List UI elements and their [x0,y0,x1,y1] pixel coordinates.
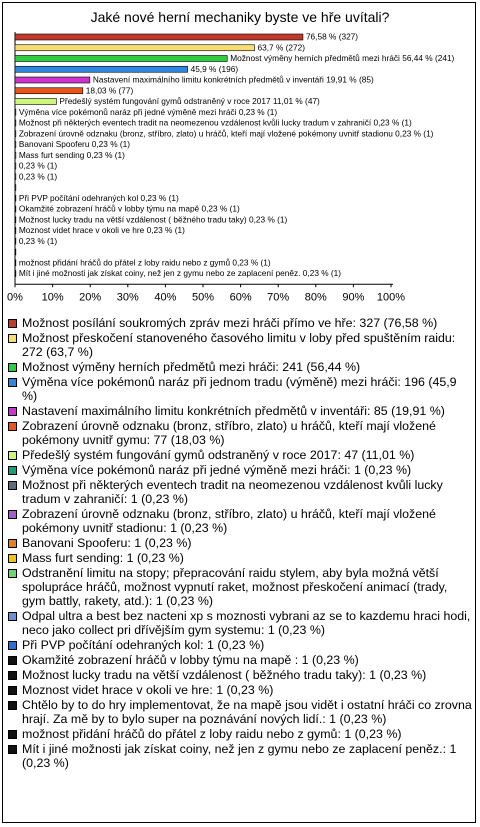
bar [15,217,16,223]
bar-data-label: Zobrazení úrovně odznaku (bronz, stříbro, zlato) u hráčů, kteří mají vložené pokémony uvnitř stadionu 0,23 % (1) [18,128,434,139]
bar-data-label: 76,58 % (327) [305,31,359,42]
legend-label: Možnost výměny herních předmětů mezi hráči: 241 (56,44 %) [22,360,361,374]
legend-item [8,316,474,330]
legend-label: Možnost posílání soukromých zpráv mezi hráči přímo ve hře: 327 (76,58 %) [22,316,438,330]
legend-item [8,463,474,477]
x-tick-label: 100% [376,291,406,304]
bar-data-label: Předešlý systém fungování gymů odstraněný v roce 2017 11,01 % (47) [59,96,320,106]
x-tick-label: 80% [304,291,327,304]
legend-label: Banovani Spooferu: 1 (0,23 %) [22,536,192,550]
x-tick-label: 50% [191,291,215,304]
legend-label: Možnost lucky tradu na větší vzdálenost ( běžného tradu taky): 1 (0,23 %) [22,668,427,682]
legend-swatch [8,554,17,563]
bar-plot [0,0,480,312]
bar-data-label: 45,9 % (196) [190,63,239,74]
legend-item [8,478,474,506]
legend-swatch [8,378,17,387]
chart-title: Jaké nové herní mechaniky byste ve hře uvítali? [90,9,390,25]
legend-swatch [8,671,17,680]
bar-data-label: 0,23 % (1) [18,160,58,171]
bar [15,120,16,126]
legend-label: možnost přidání hráčů do přátel z loby raidu nebo z gymů: 1 (0,23 %) [22,727,402,741]
bar [15,66,188,72]
legend-swatch [8,334,17,343]
legend-item [8,419,474,447]
legend-swatch [8,466,17,475]
legend [8,316,474,771]
legend-item [8,331,474,359]
legend-label: Možnost při některých eventech tradit na neomezenou vzdálenost kvůli lucky tradum v zahraničí: 1 (0,23 %) [22,478,443,506]
bar [15,206,16,212]
legend-swatch [8,539,17,548]
legend-label: Možnost přeskočení stanoveného časového limitu v loby před spuštěním raidu: 272 (63,7 %) [22,331,456,359]
legend-swatch [8,407,17,416]
bar [15,260,16,266]
bar [15,185,16,191]
legend-item [8,375,474,403]
bar [15,77,90,83]
bar-data-label: Možnost lucky tradu na větší vzdálenost ( běžného tradu taky) 0,23 % (1) [18,214,288,225]
x-tick-label: 0% [7,291,23,304]
legend-item [8,653,474,667]
legend-item [8,683,474,697]
bar-data-label: 63,7 % (272) [257,42,306,53]
bar [15,195,16,201]
legend-label: Při PVP počítání odehraných kol: 1 (0,23 %) [22,638,265,652]
legend-label: Mass furt sending: 1 (0,23 %) [22,551,184,565]
x-tick-label: 70% [267,291,290,304]
legend-swatch [8,730,17,739]
legend-item [8,742,474,770]
legend-label: Okamžité zobrazení hráčů v lobby týmu na mapě : 1 (0,23 %) [22,653,359,667]
bar-data-label: Okamžité zobrazení hráčů v lobby týmu na mapě 0,23 % (1) [18,203,240,214]
legend-label: Nastavení maximálního limitu konkrétních předmětů v inventáři: 85 (19,91 %) [22,404,445,418]
legend-label: Předešlý systém fungování gymů odstraněný v roce 2017: 47 (11,01 %) [22,448,415,462]
bar [15,45,255,51]
bar-data-label: Banovani Spooferu 0,23 % (1) [18,139,131,149]
bar-data-label: Při PVP počítání odehraných kol 0,23 % (1) [18,192,179,203]
legend-label: Výměna více pokémonů naráz při jednom tradu (výměně) mezi hráči: 196 (45,9 %) [22,375,457,403]
x-tick-label: 10% [41,291,64,304]
legend-label: Odpal ultra a best bez nacteni xp s moznosti vybrani az se to kazdemu hraci hodi, neco jako collect pri dřívějším gym systemu: 1 (0,23 %) [22,609,471,637]
legend-swatch [8,701,17,710]
x-tick-label: 20% [79,291,102,304]
bar-data-label: 0,23 % (1) [18,235,58,246]
bar-data-label: Možnost výměny herních předmětů mezi hráči 56,44 % (241) [230,53,455,63]
bar [15,56,227,62]
bar [15,99,56,105]
bar-data-label: 0,23 % (1) [18,171,58,182]
legend-label: Mít i jiné možnosti jak získat coiny, než jen z gymu nebo ze zaplacení peněz.: 1 (0,23 %) [22,742,457,770]
legend-item [8,638,474,652]
legend-swatch [8,510,17,519]
legend-item [8,609,474,637]
bar [15,228,16,234]
bar-data-label: Moznost videt hrace v okoli ve hre 0,23 % (1) [18,225,185,235]
legend-item [8,727,474,741]
bar-data-label: Mít i jiné možnosti jak získat coiny, než jen z gymu nebo ze zaplacení peněz. 0,23 % (1) [18,268,342,278]
legend-swatch [8,422,17,431]
legend-label: Zobrazení úrovně odznaku (bronz, stříbro, zlato) u hráčů, kteří mají vložené pokémony uvnitř stadionu: 1 (0,23 %) [22,507,436,535]
legend-swatch [8,363,17,372]
bar-data-label: Možnost při některých eventech tradit na neomezenou vzdálenost kvůli lucky tradum v zahraničí 0,23 % (1) [18,117,412,128]
legend-swatch [8,686,17,695]
bar [15,174,16,180]
bar-data-label: Nastavení maximálního limitu konkrétních předmětů v inventáři 19,91 % (85) [92,74,374,85]
bar-data-label: 18,03 % (77) [85,85,134,96]
legend-item [8,360,474,374]
legend-item [8,566,474,608]
legend-swatch [8,745,17,754]
bar-data-label: Výměna více pokémonů naráz při jedné výměně mezi hráči 0,23 % (1) [18,106,278,117]
bar [15,88,83,94]
legend-label: Odstranění limitu na stopy; přepracování raidu stylem, aby byla možná větší spolupráce hráčů, možnost vypnutí raket, možnost přeskočení animací (trady, gym battly, rakety, atd.): 1 (0,23 %) [22,566,448,608]
bar [15,271,16,277]
legend-item [8,507,474,535]
legend-item [8,404,474,418]
bar-data-label: možnost přidání hráčů do přátel z loby raidu nebo z gymů 0,23 % (1) [18,257,271,268]
legend-label: Moznost videt hrace v okoli ve hre: 1 (0,23 %) [22,683,274,697]
legend-swatch [8,451,17,460]
bar [15,249,16,255]
bar [15,163,16,169]
legend-item [8,448,474,462]
legend-swatch [8,569,17,578]
x-tick-label: 30% [116,291,139,304]
legend-item [8,698,474,726]
legend-item [8,551,474,565]
bar-data-label: Mass furt sending 0,23 % (1) [18,149,125,160]
legend-label: Chtělo by to do hry implementovat, že na mapě jsou vidět i ostatní hráči co zrovna hrají. Za mě by to bylo super na poznávání nových lidí.: 1 (0,23 %) [22,698,472,726]
legend-item [8,668,474,682]
bar [15,238,16,244]
legend-item [8,536,474,550]
x-tick-label: 90% [342,291,365,304]
legend-swatch [8,319,17,328]
legend-label: Zobrazení úrovně odznaku (bronz, stříbro, zlato) u hráčů, kteří mají vložené pokémony uvnitř gymu: 77 (18,03 %) [22,419,436,447]
bar [15,131,16,137]
legend-label: Výměna více pokémonů naráz při jedné výměně mezi hráči: 1 (0,23 %) [22,463,412,477]
legend-swatch [8,656,17,665]
x-tick-label: 60% [229,291,252,304]
bar [15,142,16,148]
x-tick-label: 40% [154,291,177,304]
legend-swatch [8,641,17,650]
bar [15,109,16,115]
legend-swatch [8,612,17,621]
bar [15,152,16,158]
bar [15,34,303,40]
legend-swatch [8,481,17,490]
